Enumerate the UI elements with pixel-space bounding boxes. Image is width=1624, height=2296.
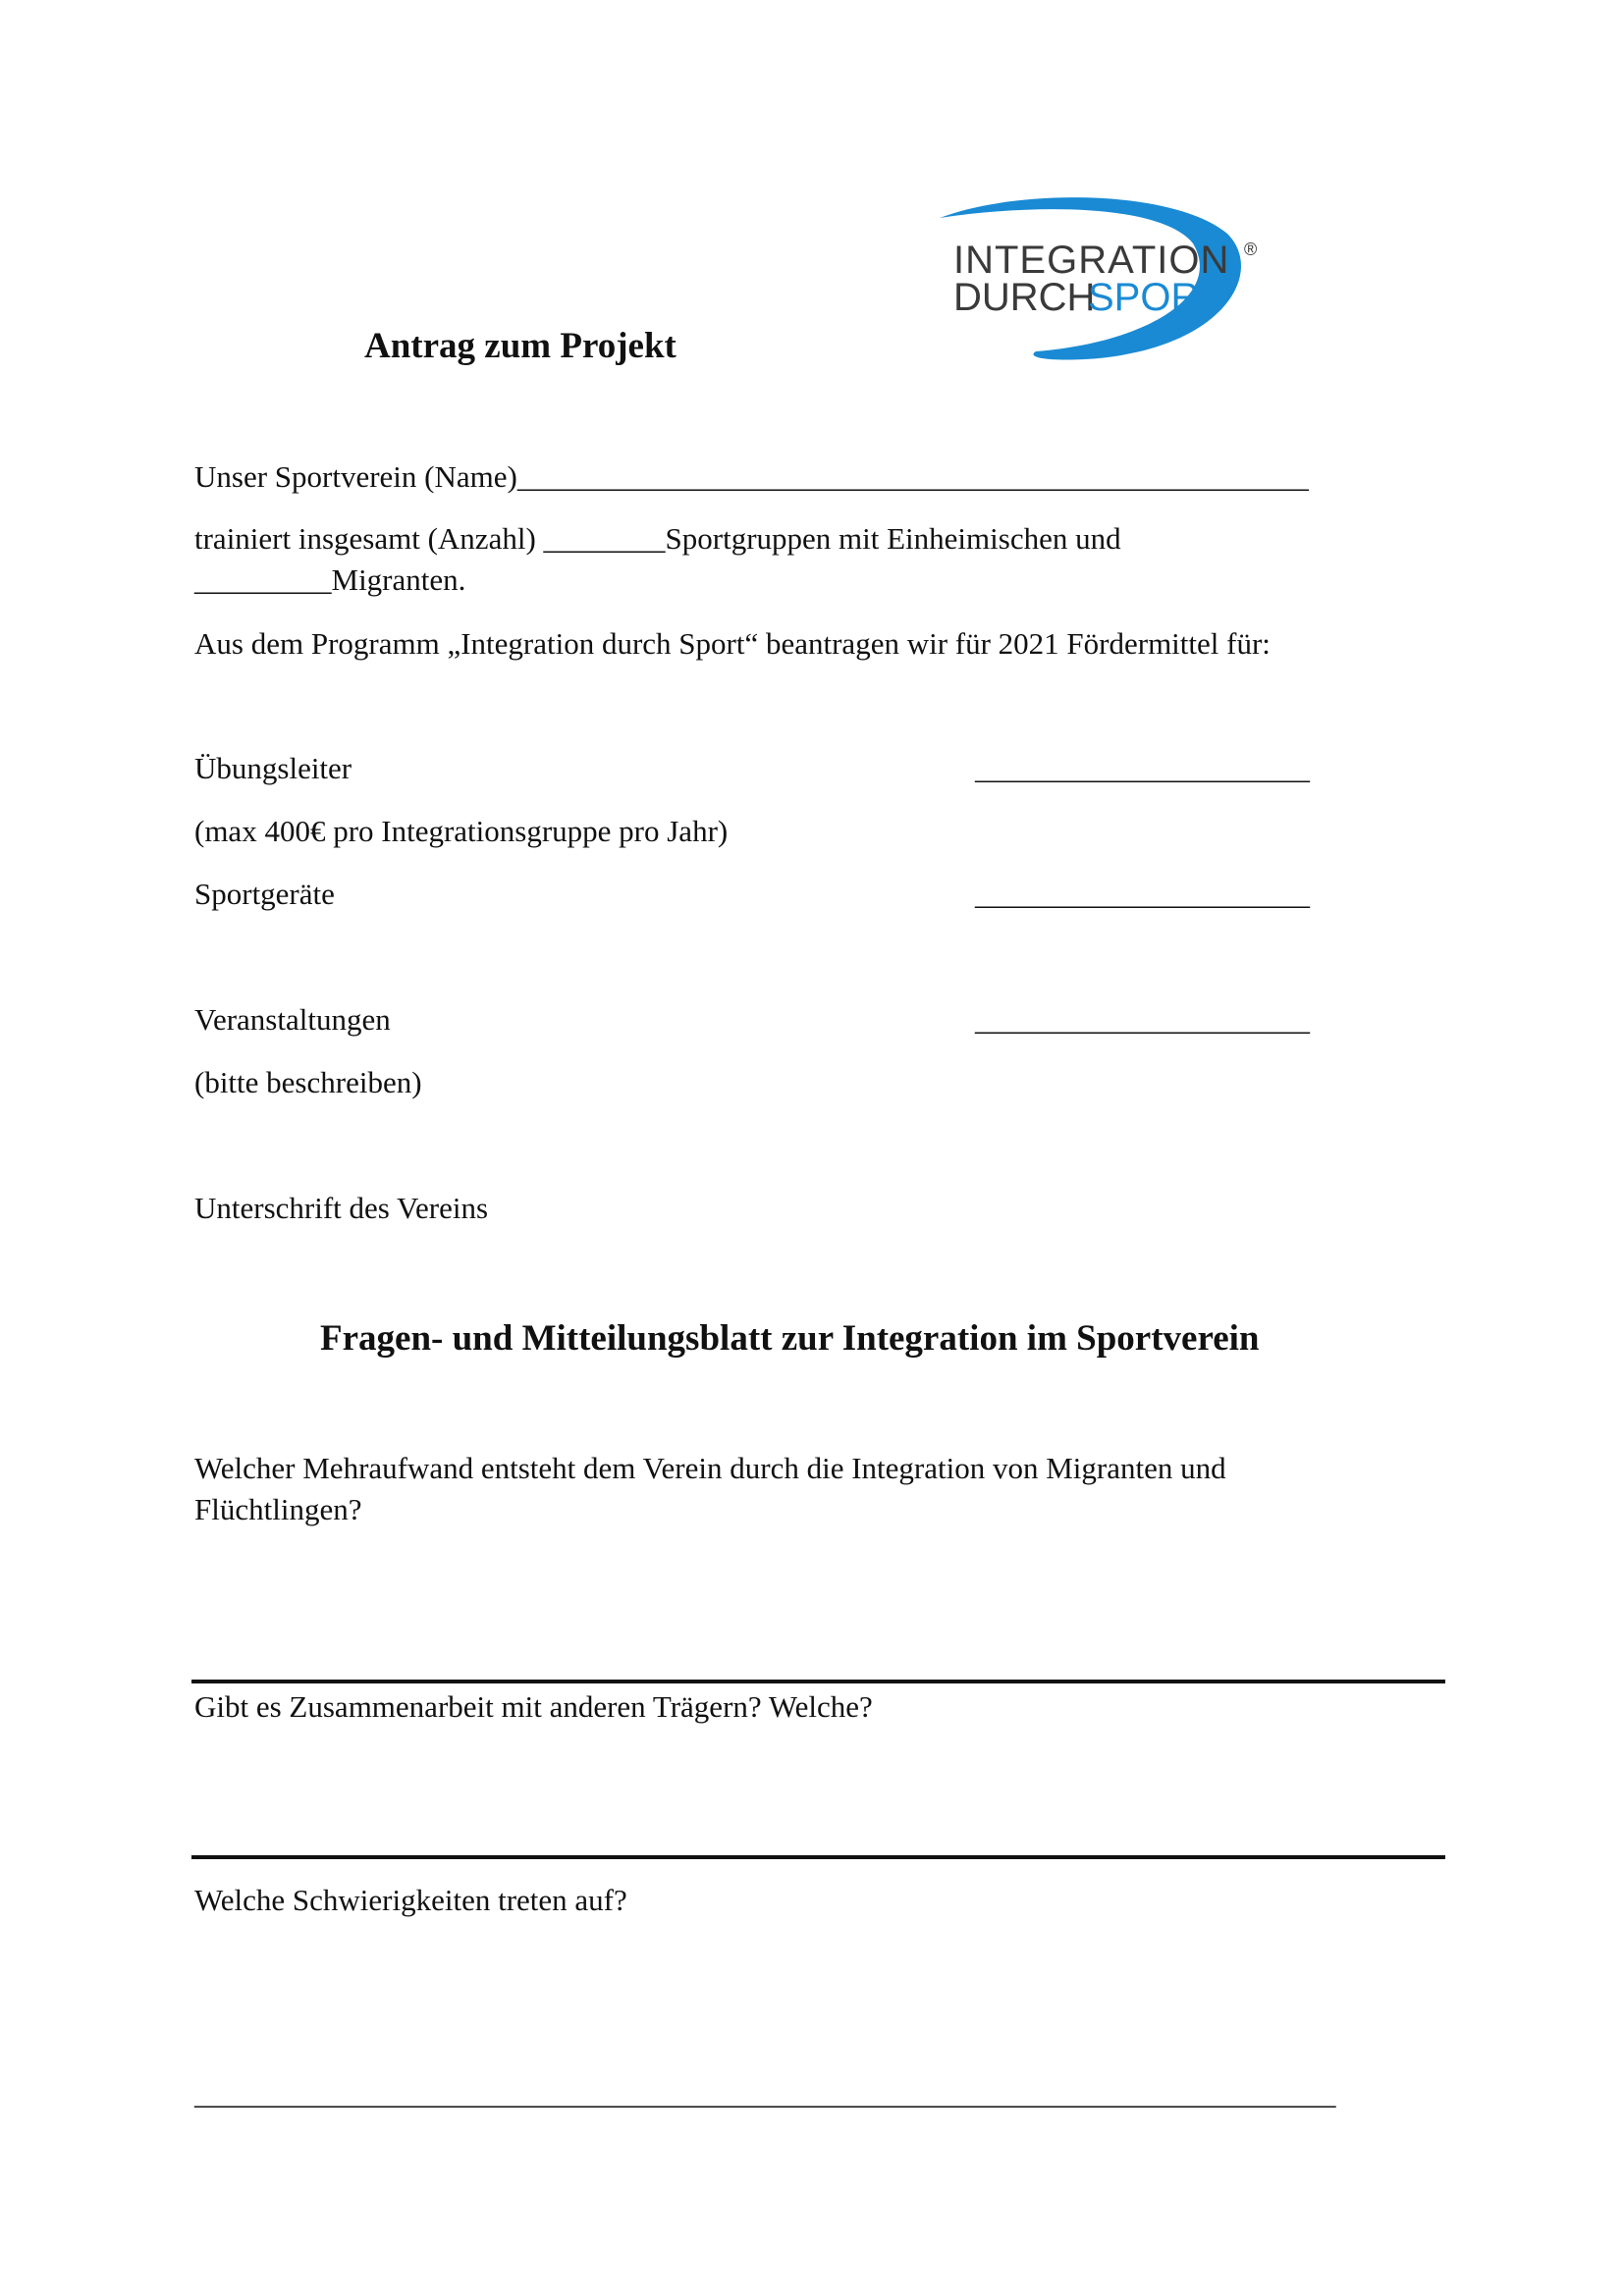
logo-line2-dark: DURCH <box>953 276 1096 319</box>
answer-rule-2 <box>191 1855 1445 1859</box>
questionnaire-title: Fragen- und Mitteilungsblatt zur Integration im Sportverein <box>320 1318 1260 1359</box>
trainer-amount-blank: ______________________ <box>975 751 1310 785</box>
final-answer-blank: ___________________________________________________________________________ <box>194 2076 1336 2110</box>
question-3: Welche Schwierigkeiten treten auf? <box>194 1883 627 1917</box>
signature-label: Unterschrift des Vereins <box>194 1191 489 1225</box>
club-name-line: Unser Sportverein (Name)____________________________________________________ <box>194 459 1309 494</box>
application-title: Antrag zum Projekt <box>364 326 677 366</box>
question-1-line-2: Flüchtlingen? <box>194 1492 362 1526</box>
question-1-line-1: Welcher Mehraufwand entsteht dem Verein durch die Integration von Migranten und <box>194 1451 1226 1485</box>
trainer-label: Übungsleiter <box>194 751 352 785</box>
logo-registered-mark: ® <box>1244 240 1258 259</box>
equipment-label: Sportgeräte <box>194 877 335 911</box>
answer-rule-1 <box>191 1680 1445 1683</box>
events-amount-blank: ______________________ <box>975 1002 1310 1037</box>
events-label: Veranstaltungen <box>194 1002 391 1037</box>
program-line: Aus dem Programm „Integration durch Sport“ beantragen wir für 2021 Fördermittel für: <box>194 626 1271 661</box>
integration-durch-sport-logo <box>928 194 1272 366</box>
logo-line2-blue: SPORT <box>1088 276 1223 319</box>
logo-line1: INTEGRATION <box>953 239 1230 282</box>
trains-groups-line: trainiert insgesamt (Anzahl) ________Sportgruppen mit Einheimischen und <box>194 521 1121 556</box>
migrants-line: _________Migranten. <box>194 562 466 597</box>
events-note: (bitte beschreiben) <box>194 1065 422 1099</box>
trainer-note: (max 400€ pro Integrationsgruppe pro Jahr) <box>194 814 729 848</box>
question-2: Gibt es Zusammenarbeit mit anderen Trägern? Welche? <box>194 1689 873 1724</box>
equipment-amount-blank: ______________________ <box>975 877 1310 911</box>
